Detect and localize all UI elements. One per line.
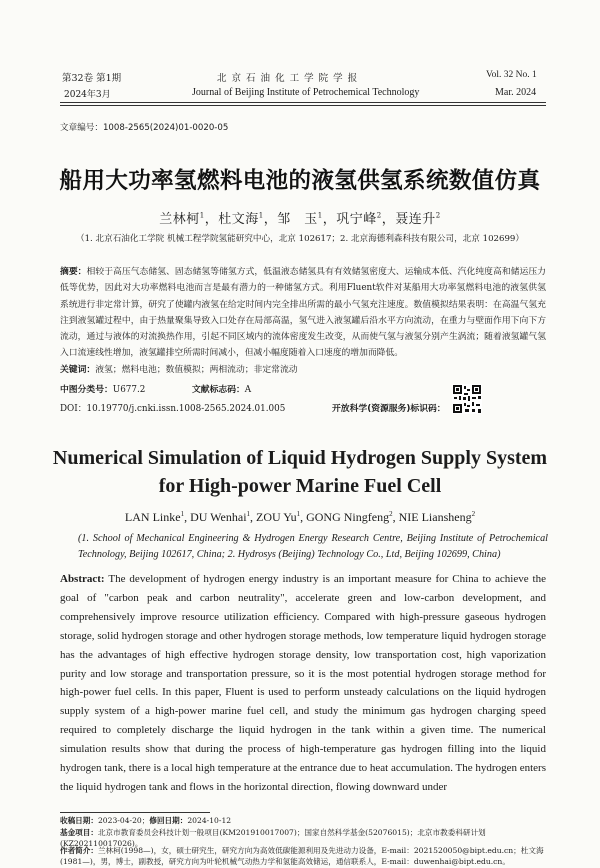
author-cn-4: 巩宁峰 xyxy=(336,212,377,227)
revised-date: 2024-10-12 xyxy=(187,816,232,825)
title-cn: 船用大功率氢燃料电池的液氢供氢系统数值仿真 xyxy=(59,168,541,194)
clc-label: 中图分类号： xyxy=(60,385,113,395)
author-bio-label: 作者简介： xyxy=(60,846,98,855)
header-journal-en: Journal of Beijing Institute of Petrochemical Technology xyxy=(192,87,420,98)
abstract-en-label: Abstract: xyxy=(60,573,105,585)
keywords-cn xyxy=(60,362,298,375)
affil-mark: 1 xyxy=(317,211,323,220)
fund-label: 基金项目： xyxy=(60,828,98,837)
abstract-cn xyxy=(60,264,546,362)
abstract-en xyxy=(60,570,546,797)
author-en-4: GONG Ningfeng xyxy=(306,510,390,524)
affil-mark: 1 xyxy=(246,510,251,518)
title-en-line-2: for High-power Marine Fuel Cell xyxy=(158,475,442,497)
author-cn-1: 兰林柯 xyxy=(159,212,200,227)
author-en-3: ZOU Yu xyxy=(256,510,297,524)
clc-number xyxy=(60,382,145,395)
author-cn-5: 聂连升 xyxy=(395,212,436,227)
authors-en: LAN Linke$^1$, DU Wenhai$^1$, ZOU Yu$^1$, GONG Ningfeng$^2$, NIE Liansheng$^2$ xyxy=(124,510,476,524)
document-code xyxy=(192,382,251,395)
affiliation-en: (1. School of Mechanical Engineering & Hydrogen Energy Research Centre, Beijing Institute of Petrochemical Technology, Beijing 102617, China; 2. Hydrosys (Beijing) Technology Co., Ltd, Beijing 102699, China) xyxy=(78,533,548,560)
author-cn-3: 邹 玉 xyxy=(277,212,318,227)
doc-code-value: A xyxy=(244,385,252,395)
author-bio-text: 兰林柯(1998—)，女，硕士研究生，研究方向为高效低碳能源利用及先进动力设备，E-mail：2021520050@bipt.edu.cn；杜文海(1981—)，男，博士，副教授，研究方向为叶轮机械气动热力学和氢能高效储运，通信联系人，E-mail：duwenhai@bipt.edu.cn。 xyxy=(60,846,544,866)
abstract-cn-label: 摘要： xyxy=(60,267,87,277)
author-en-2: DU Wenhai xyxy=(190,510,247,524)
received-label: 收稿日期： xyxy=(60,816,98,825)
header-rule-top xyxy=(60,102,546,103)
header-date-cn: 2024年3月 xyxy=(64,90,111,100)
keywords-cn-label: 关键词： xyxy=(60,365,96,375)
footnote-rule xyxy=(60,812,210,813)
abstract-cn-text: 相较于高压气态储氢、固态储氢等储氢方式，低温液态储氢具有有效储氢密度大、运输成本低、汽化纯度高和储运压力低等优势，因此对大功率燃料电池而言是最有潜力的一种储氢方式。利用Fluent软件对某船用大功率氢燃料电池的液氢供氢系统进行非定常计算，研究了使罐内液氢在给定时间内完全排出所需的最小气氢充注速度。数值模拟结果表明：在高温气氢充注到液氢罐过程中，由于热量聚集导致入口处存在局部高温，氢气进入液氢罐后沿水平方向流动，在重力与壁面作用下向下方流动，通过与液体的对流换热作用，引起不同区域内的流体密度发生改变，从而使气氢与液氢分别产生涡流；随着液氢罐气氢入口流速线性增加，液氢罐排空所需时间减小，但减小幅度随着入口速度的增加而降低。 xyxy=(60,267,546,359)
affil-mark: 2 xyxy=(471,510,476,518)
article-id: 文章编号：1008-2565(2024)01-0020-05 xyxy=(60,123,229,133)
doc-code-label: 文献标志码： xyxy=(192,385,245,395)
footnote-dates xyxy=(60,814,550,828)
revised-label: 修回日期： xyxy=(149,816,188,825)
header-date-en: Mar. 2024 xyxy=(495,87,537,98)
clc-value: U677.2 xyxy=(112,385,146,395)
received-date: 2023-04-20； xyxy=(97,816,150,825)
qr-code-icon[interactable] xyxy=(452,384,482,414)
affil-mark: 1 xyxy=(296,510,301,518)
affil-mark: 1 xyxy=(180,510,185,518)
abstract-en-text: The development of hydrogen energy industry is an important measure for China to achieve the goal of "carbon peak and carbon neutrality", accelerate green and low-carbon development, and comprehensively improve resource utilization efficiency. Compared with high-pressure gaseous hydrogen storage, solid hydrogen storage and other hydrogen storage methods, low temperature liquid hydrogen storage has the advantages of high effective hydrogen storage density, low transportation cost, high vaporization purity and low storage and transportation pressure, so it is the most potential hydrogen storage method for high-power fuel cells. In this paper, Fluent is used to perform unsteady calculations on the liquid hydrogen supply system of a high-power marine fuel cell, and study the minimum gas hydrogen charging speed required to completely discharge the liquid hydrogen in the tank within a given time. The numerical simulation results show that during the process of high-temperature gas hydrogen filling into the liquid hydrogen tank, there is a local high temperature at the entrance due to heat accumulation. The hydrogen enters the liquid hydrogen tank and flows in the horizontal direction, flowing downward under xyxy=(60,573,546,793)
title-en-line-1: Numerical Simulation of Liquid Hydrogen Supply System xyxy=(52,447,548,469)
authors-cn: 兰林柯$^1$，杜文海$^1$，邹 玉$^1$，巩宁峰$^2$，聂连升$^2$ xyxy=(159,211,441,227)
author-cn-2: 杜文海 xyxy=(218,212,259,227)
affil-mark: 2 xyxy=(435,211,441,220)
header-volume-en: Vol. 32 No. 1 xyxy=(486,70,537,80)
author-en-1: LAN Linke xyxy=(124,510,181,524)
header-journal-cn: 北 京 石 油 化 工 学 院 学 报 xyxy=(217,73,359,84)
fund-text: 北京市教育委员会科技计划一般项目(KM201910017007)；国家自然科学基金(52076015)；北京市教委科研计划(KZ202110017026)。 xyxy=(60,828,486,848)
header-volume-cn: 第32卷 第1期 xyxy=(62,73,122,84)
header-rule-bottom xyxy=(60,105,546,106)
footnote-author xyxy=(60,845,550,867)
affil-mark: 1 xyxy=(258,211,264,220)
title-en xyxy=(0,444,600,500)
affil-mark: 1 xyxy=(199,211,205,220)
affil-mark: 2 xyxy=(376,211,382,220)
author-en-5: NIE Liansheng xyxy=(398,510,472,524)
keywords-cn-text: 液氢；燃料电池；数值模拟；两相流动；非定常流动 xyxy=(95,365,298,375)
affiliation-cn: （1. 北京石油化工学院 机械工程学院氢能研究中心，北京 102617；2. 北京海德利森科技有限公司，北京 102699） xyxy=(75,234,524,244)
oss-label: 开放科学(资源服务)标识码： xyxy=(332,404,446,414)
affil-mark: 2 xyxy=(389,510,393,518)
doi: DOI：10.19770/j.cnki.issn.1008-2565.2024.01.005 xyxy=(60,404,286,414)
